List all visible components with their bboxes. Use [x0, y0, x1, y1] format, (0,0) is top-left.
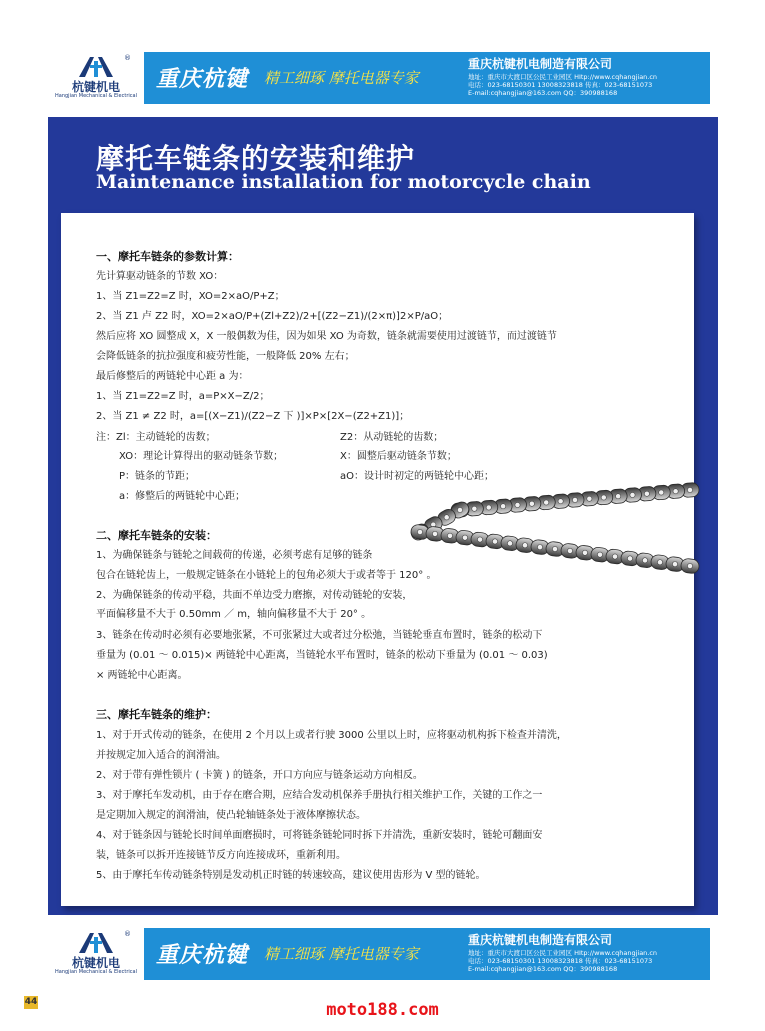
company-email: E-mail:cqhangjian@163.com QQ：390988168	[468, 89, 618, 97]
company-name: 重庆杭键机电制造有限公司	[468, 933, 613, 947]
brand-slogan: 精工细琢 摩托电器专家	[264, 945, 419, 963]
chain-pin	[457, 507, 462, 512]
section2-line: 3、链条在传动时必须有必要地张紧，不可张紧过大或者过分松弛，当链轮垂直布置时，链条的松动下	[96, 630, 543, 641]
header-banner-top	[48, 52, 710, 104]
company-phone: 电话：023-68150301 13008323818 传真：023-68151073	[468, 81, 653, 89]
chain-pin	[537, 545, 542, 550]
chain-pin	[687, 563, 692, 568]
section3-line: 1、对于开式传动的链条，在使用 2 个月以上或者行驶 3000 公里以上时，应将驱动机构拆下检查并清洗，	[96, 730, 567, 741]
company-logo	[48, 52, 144, 104]
section2-line: 包合在链轮齿上，一般规定链条在小链轮上的包角必须大于或者等于 120° 。	[96, 570, 437, 581]
note-left: P：链条的节距；	[119, 471, 196, 482]
chain-pin	[515, 502, 520, 507]
page-subtitle: Maintenance installation for motorcycle chain	[96, 171, 591, 193]
company-address: 地址：重庆市大渡口区公民工业园区 HItp://www.cqhangjian.cn	[468, 949, 658, 957]
section3-line: 是定期加入规定的润滑油，使凸轮轴链条处于液体摩擦状态。	[96, 810, 366, 821]
chain-pin	[630, 492, 635, 497]
section1-line: 2、当 Z1 卢 Z2 时，XO=2×aO/P+(Zl+Z2)/2+[(Z2−Z1)/(2×π)]2×P/aO；	[96, 311, 449, 322]
chain-pin	[501, 504, 506, 509]
brand-slogan: 精工细琢 摩托电器专家	[264, 69, 419, 87]
section1-line: 会降低链条的抗拉强度和疲劳性能，一般降低 20% 左右；	[96, 351, 355, 362]
section1-line: 然后应将 XO 圆整成 X，X 一般偶数为佳，因为如果 XO 为奇数，链条就需要使用过渡链节，而过渡链节	[96, 331, 557, 342]
note-right: X：圆整后驱动链条节数；	[340, 451, 457, 462]
logo-subtext: Hangjian Mechanical & Electrical	[55, 969, 137, 975]
chain-pin	[432, 531, 437, 536]
chain-pin	[472, 506, 477, 511]
header-banner-bottom	[48, 928, 710, 980]
section1-line: 1、当 Z1=Z2=Z 时，XO=2×aO/P+Z；	[96, 291, 285, 302]
chain-pin	[572, 497, 577, 502]
section1-line: 先计算驱动链条的节数 XO：	[96, 271, 224, 282]
site-watermark[interactable]: moto188.com	[326, 1000, 439, 1020]
note-left: 注：Zl：主动链轮的齿数；	[96, 432, 216, 443]
brand-name: 重庆杭键	[156, 67, 249, 92]
company-address: 地址：重庆市大渡口区公民工业园区 HItp://www.cqhangjian.cn	[468, 73, 658, 81]
chain-pin	[642, 558, 647, 563]
chain-pin	[616, 494, 621, 499]
section3-line: 并按规定加入适合的润滑油。	[96, 750, 226, 761]
chain-pin	[657, 560, 662, 565]
company-phone: 电话：023-68150301 13008323818 传真：023-68151073	[468, 957, 653, 965]
brand-name: 重庆杭键	[156, 943, 249, 968]
section3-line: 3、对于摩托车发动机，由于存在磨合期，应结合发动机保养手册执行相关维护工作，关键的工作之一	[96, 790, 543, 801]
chain-pin	[492, 539, 497, 544]
logo-mark-icon	[77, 55, 115, 79]
chain-pin	[462, 535, 467, 540]
chain-pin	[687, 487, 692, 492]
section3-line: 4、对于链条因与链轮长时间单面磨损时，可将链条链轮同时拆下并清洗，重新安装时，链轮可翻面安	[96, 830, 543, 841]
chain-pin	[597, 552, 602, 557]
registered-mark: ®	[124, 54, 131, 62]
note-right: aO：设计时初定的两链轮中心距；	[340, 471, 494, 482]
note-left: a：修整后的两链轮中心距；	[119, 491, 246, 502]
chain-pin	[672, 562, 677, 567]
chain-pin	[444, 515, 449, 520]
logo-text: 杭键机电	[71, 956, 120, 970]
page-number: 44	[24, 997, 38, 1007]
chain-pin	[477, 537, 482, 542]
section3-line: 装，链条可以拆开连接链节反方向连接成环，重新利用。	[96, 850, 346, 861]
chain-pin	[587, 496, 592, 501]
section1-line: 1、当 Z1=Z2=Z 时，a=P×X−Z/2；	[96, 391, 270, 402]
chain-pin	[582, 550, 587, 555]
chain-pin	[522, 543, 527, 548]
section2-line: 2、为确保链条的传动平稳，共面不单边受力磨擦，对传动链轮的安装，	[96, 590, 413, 601]
chain-pin	[673, 489, 678, 494]
chain-pin	[644, 491, 649, 496]
company-email: E-mail:cqhangjian@163.com QQ：390988168	[468, 965, 618, 973]
section3-line: 2、对于带有弹性锁片 ( 卡簧 ) 的链条，开口方向应与链条运动方向相反。	[96, 770, 423, 781]
chain-pin	[447, 533, 452, 538]
chain-pin	[417, 529, 422, 534]
chain-pin	[601, 495, 606, 500]
section1-line: 最后修整后的两链轮中心距 a 为：	[96, 371, 249, 382]
chain-pin	[627, 556, 632, 561]
section2-heading: 二、摩托车链条的安装：	[96, 529, 217, 542]
logo-text: 杭键机电	[71, 80, 120, 94]
note-left: XO：理论计算得出的驱动链条节数；	[119, 451, 284, 462]
logo-mark-icon	[77, 931, 115, 955]
chain-pin	[659, 490, 664, 495]
chain-pin	[612, 554, 617, 559]
page-title: 摩托车链条的安装和维护	[96, 142, 416, 175]
section3-line: 5、由于摩托车传动链条特别是发动机正时链的转速较高，建议使用齿形为 V 型的链轮。	[96, 870, 486, 881]
chain-pin	[567, 548, 572, 553]
section2-line: 垂量为 (0.01 ～ 0.015)× 两链轮中心距离，当链轮水平布置时，链条的松动下垂量为 (0.01 ～ 0.03)	[96, 650, 548, 661]
chain-pin	[552, 546, 557, 551]
chain-pin	[507, 541, 512, 546]
logo-subtext: Hangjian Mechanical & Electrical	[55, 93, 137, 99]
section2-line: 平面偏移量不大于 0.50mm ／ m，轴向偏移量不大于 20° 。	[96, 609, 372, 620]
registered-mark: ®	[124, 930, 131, 938]
section1-line: 2、当 Z1 ≠ Z2 时，a=[(X−Z1)/(Z2−Z 下 )]×P×[2X−(Z2+Z1)]；	[96, 411, 410, 422]
note-right: Z2：从动链轮的齿数；	[340, 432, 444, 443]
section3-heading: 三、摩托车链条的维护：	[96, 708, 217, 721]
motorcycle-chain-image	[400, 470, 700, 580]
chain-pin	[558, 499, 563, 504]
chain-pin	[529, 501, 534, 506]
company-logo	[48, 928, 144, 980]
section2-line: 1、为确保链条与链轮之间载荷的传递，必须考虑有足够的链条	[96, 550, 373, 561]
chain-pin	[544, 500, 549, 505]
company-name: 重庆杭键机电制造有限公司	[468, 57, 613, 71]
section2-line: × 两链轮中心距离。	[96, 670, 188, 681]
chain-pin	[486, 505, 491, 510]
section1-heading: 一、摩托车链条的参数计算：	[96, 250, 239, 263]
